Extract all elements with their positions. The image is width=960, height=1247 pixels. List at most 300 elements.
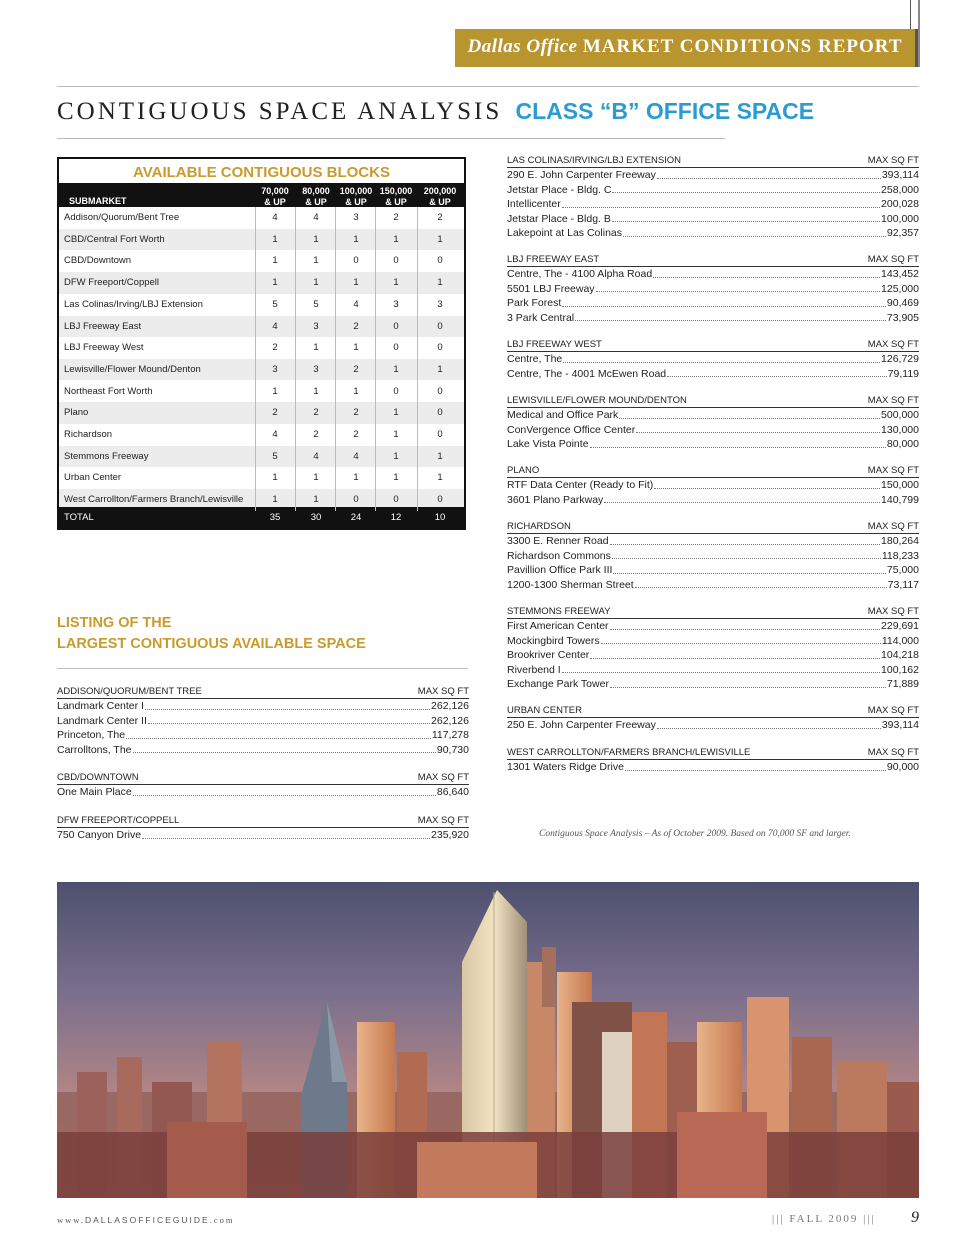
max-sqft-value: 104,218	[881, 649, 919, 661]
table-cell: 0	[437, 320, 443, 332]
max-sqft-value: 90,000	[886, 761, 919, 773]
property-name: Park Forest	[507, 297, 562, 309]
dot-leader	[133, 743, 436, 754]
section-header	[507, 254, 919, 267]
table-cell: 1	[393, 429, 399, 440]
submarket-name: Plano	[64, 407, 89, 419]
section-title: CBD/DOWNTOWN	[57, 772, 139, 783]
table-cell: 0	[437, 385, 443, 397]
max-sqft-value: 90,730	[436, 743, 469, 756]
table-cell: 5	[272, 450, 278, 462]
property-name: Lakepoint at Las Colinas	[507, 227, 622, 239]
skyline-illustration	[57, 882, 919, 1198]
property-name: 750 Canyon Drive	[57, 829, 142, 841]
table-cell: 1	[393, 363, 399, 375]
total-cell: 30	[310, 512, 322, 523]
section-title: WEST CARROLLTON/FARMERS BRANCH/LEWISVILLE	[507, 747, 751, 758]
dot-leader	[604, 493, 880, 504]
property-name: 5501 LBJ Freeway	[507, 282, 595, 295]
dot-leader	[562, 296, 886, 307]
property-name: Landmark Center I	[57, 700, 144, 712]
blocks-table-title: AVAILABLE CONTIGUOUS BLOCKS	[133, 164, 390, 181]
max-sqft-label: MAX SQ FT	[417, 686, 469, 697]
max-sqft-value: 140,799	[881, 493, 919, 506]
header-rule-vertical-2	[918, 0, 920, 67]
table-cell: 2	[353, 407, 359, 419]
column-header	[296, 186, 336, 208]
page-title	[57, 98, 814, 126]
dot-leader	[636, 423, 880, 434]
max-sqft-value: 86,640	[436, 786, 469, 798]
table-row	[59, 207, 464, 229]
dot-leader	[625, 760, 886, 771]
max-sqft-value: 200,028	[881, 198, 919, 210]
dot-leader	[145, 699, 430, 710]
table-cell: 1	[353, 472, 359, 484]
dot-leader	[610, 619, 881, 630]
header-rule-vertical	[910, 0, 911, 29]
table-cell: 0	[393, 255, 399, 267]
table-cell: 3	[313, 320, 319, 332]
table-cell: 0	[437, 407, 443, 419]
list-item	[57, 699, 469, 714]
table-row	[59, 446, 464, 468]
list-item	[507, 367, 919, 382]
listing-section	[507, 705, 919, 733]
listing-section	[57, 772, 469, 800]
list-item	[507, 677, 919, 692]
list-item	[507, 663, 919, 678]
max-sqft-value: 262,126	[431, 700, 469, 712]
table-cell: 0	[437, 494, 443, 506]
listing-section	[507, 395, 919, 452]
max-sqft-label: MAX SQ FT	[867, 747, 919, 758]
table-cell: 1	[437, 233, 443, 245]
table-cell: 4	[272, 320, 278, 332]
column-header-top: 200,000	[423, 186, 457, 196]
table-cell: 1	[313, 255, 319, 267]
table-cell: 5	[272, 298, 278, 310]
column-divider	[375, 207, 376, 511]
property-name: Princeton, The	[57, 729, 126, 741]
list-item	[507, 718, 919, 733]
table-cell: 1	[353, 233, 359, 245]
list-item	[57, 743, 469, 758]
max-sqft-value: 500,000	[881, 409, 919, 421]
max-sqft-value: 150,000	[881, 479, 919, 491]
column-header-bottom: & UP	[264, 197, 286, 207]
listing-section	[507, 339, 919, 381]
table-cell: 3	[437, 298, 443, 310]
table-row	[59, 402, 464, 424]
column-header	[376, 186, 416, 208]
max-sqft-value: 80,000	[886, 438, 919, 450]
dot-leader	[612, 212, 880, 223]
max-sqft-label: MAX SQ FT	[867, 465, 919, 476]
max-sqft-value: 143,452	[881, 268, 919, 280]
blocks-total-row	[59, 507, 464, 528]
property-name: One Main Place	[57, 786, 132, 798]
dot-leader	[657, 718, 881, 729]
dot-leader	[590, 437, 886, 448]
submarket-name: DFW Freeport/Coppell	[64, 277, 160, 289]
list-item	[507, 197, 919, 212]
property-name: Centre, The - 4001 McEwen Road	[507, 367, 667, 380]
table-cell: 1	[272, 233, 278, 245]
table-cell: 2	[353, 429, 359, 440]
table-cell: 2	[437, 212, 443, 223]
property-name: 1200-1300 Sherman Street	[507, 578, 634, 591]
footer-site-suffix: .com	[209, 1215, 235, 1225]
property-name: Richardson Commons	[507, 549, 611, 562]
dot-leader	[601, 634, 881, 645]
table-row	[59, 359, 464, 381]
banner-caption: MARKET CONDITIONS REPORT	[582, 36, 903, 57]
table-cell: 4	[313, 450, 319, 462]
property-name: 3601 Plano Parkway	[507, 493, 604, 506]
table-row	[59, 381, 464, 403]
property-name: ConVergence Office Center	[507, 423, 636, 436]
dot-leader	[653, 267, 880, 278]
listing-heading-line2: LARGEST CONTIGUOUS AVAILABLE SPACE	[57, 636, 366, 652]
table-cell: 1	[353, 385, 359, 397]
section-title: PLANO	[507, 465, 540, 476]
max-sqft-value: 130,000	[881, 423, 919, 436]
dot-leader	[619, 408, 880, 419]
table-cell: 5	[313, 298, 319, 310]
table-cell: 1	[313, 385, 319, 397]
table-cell: 1	[272, 385, 278, 397]
table-cell: 4	[272, 429, 278, 440]
column-header	[336, 186, 376, 208]
list-item	[507, 563, 919, 578]
table-cell: 0	[353, 494, 359, 506]
table-cell: 1	[272, 255, 278, 267]
max-sqft-label: MAX SQ FT	[417, 772, 469, 783]
table-cell: 0	[393, 385, 399, 397]
table-cell: 3	[353, 212, 359, 223]
table-cell: 1	[437, 450, 443, 462]
listing-section	[507, 606, 919, 692]
section-header	[507, 465, 919, 478]
property-name: Landmark Center II	[57, 714, 147, 727]
column-header-top: 80,000	[302, 186, 330, 196]
total-cell: 12	[390, 512, 402, 523]
column-header-bottom: & UP	[385, 197, 407, 207]
list-item	[507, 168, 919, 183]
listing-section	[57, 815, 469, 843]
table-cell: 1	[353, 342, 359, 354]
property-name: RTF Data Center (Ready to Fit)	[507, 479, 654, 491]
table-cell: 3	[393, 298, 399, 310]
dot-leader	[126, 728, 431, 739]
table-cell: 3	[313, 363, 319, 375]
column-header-bottom: & UP	[345, 197, 367, 207]
property-name: Exchange Park Tower	[507, 678, 609, 690]
footer-site-prefix: www.	[57, 1215, 85, 1225]
section-title: LBJ FREEWAY WEST	[507, 339, 602, 350]
max-sqft-label: MAX SQ FT	[867, 705, 919, 716]
page-number: 9	[911, 1209, 919, 1226]
max-sqft-value: 125,000	[881, 282, 919, 295]
section-title: STEMMONS FREEWAY	[507, 606, 611, 617]
table-row	[59, 250, 464, 272]
submarket-name: Richardson	[64, 429, 113, 440]
footer-website	[57, 1215, 234, 1225]
property-name: Jetstar Place - Bldg. C	[507, 183, 612, 196]
dot-leader	[657, 168, 881, 179]
list-item	[507, 408, 919, 423]
column-header	[255, 186, 295, 208]
banner-title	[455, 36, 915, 58]
submarket-name: LBJ Freeway East	[64, 320, 142, 332]
property-name: 250 E. John Carpenter Freeway	[507, 719, 656, 731]
section-header	[507, 155, 919, 168]
dot-leader	[590, 648, 880, 659]
list-item	[507, 423, 919, 438]
list-item	[507, 212, 919, 227]
submarket-name: Las Colinas/Irving/LBJ Extension	[64, 298, 203, 310]
submarket-name: Addison/Quorum/Bent Tree	[64, 212, 180, 223]
page-title-sub: CLASS “B” OFFICE SPACE	[515, 98, 815, 124]
dot-leader	[562, 197, 880, 208]
total-cell: 24	[350, 512, 362, 523]
dot-leader	[596, 282, 880, 293]
property-name: 3300 E. Renner Road	[507, 535, 609, 547]
table-cell: 0	[437, 429, 443, 440]
dallas-skyline-photo	[57, 882, 919, 1198]
table-cell: 1	[313, 472, 319, 484]
section-header	[57, 815, 469, 828]
listing-section	[507, 155, 919, 241]
column-header-bottom: & UP	[305, 197, 327, 207]
section-title: RICHARDSON	[507, 521, 571, 532]
property-name: First American Center	[507, 620, 609, 632]
max-sqft-value: 100,162	[881, 663, 919, 676]
submarket-name: Urban Center	[64, 472, 122, 484]
dot-leader	[148, 714, 430, 725]
max-sqft-value: 229,691	[881, 620, 919, 632]
max-sqft-value: 235,920	[431, 829, 469, 841]
section-header	[507, 747, 919, 760]
table-cell: 1	[437, 277, 443, 289]
section-header	[507, 705, 919, 718]
column-header-top: 70,000	[261, 186, 289, 196]
dot-leader	[612, 183, 880, 194]
list-item	[507, 648, 919, 663]
column-divider	[417, 207, 418, 511]
max-sqft-label: MAX SQ FT	[867, 339, 919, 350]
list-item	[507, 296, 919, 311]
section-title: URBAN CENTER	[507, 705, 582, 716]
max-sqft-label: MAX SQ FT	[867, 155, 919, 166]
list-item	[57, 714, 469, 729]
list-item	[57, 785, 469, 800]
max-sqft-label: MAX SQ FT	[867, 395, 919, 406]
section-header	[507, 395, 919, 408]
table-row	[59, 229, 464, 251]
table-cell: 1	[437, 472, 443, 484]
table-cell: 1	[393, 233, 399, 245]
max-sqft-value: 100,000	[881, 212, 919, 225]
max-sqft-value: 393,114	[881, 169, 919, 181]
table-cell: 1	[272, 472, 278, 484]
max-sqft-value: 117,278	[431, 729, 469, 741]
header-divider	[57, 86, 919, 87]
property-name: 1301 Waters Ridge Drive	[507, 761, 624, 773]
list-item	[507, 578, 919, 593]
dot-leader	[610, 677, 886, 688]
table-cell: 1	[393, 450, 399, 462]
table-cell: 4	[353, 450, 359, 462]
max-sqft-value: 75,000	[886, 564, 919, 576]
dot-leader	[654, 478, 880, 489]
total-cell: 35	[269, 512, 281, 523]
max-sqft-value: 393,114	[881, 719, 919, 731]
section-header	[57, 772, 469, 785]
property-name: Pavillion Office Park III	[507, 564, 613, 576]
max-sqft-value: 71,889	[886, 678, 919, 690]
list-item	[507, 282, 919, 297]
max-sqft-value: 90,469	[886, 297, 919, 309]
list-item	[507, 534, 919, 549]
table-cell: 4	[313, 212, 319, 223]
submarket-name: Northeast Fort Worth	[64, 385, 153, 397]
max-sqft-label: MAX SQ FT	[867, 521, 919, 532]
table-cell: 0	[437, 255, 443, 267]
table-cell: 2	[393, 212, 399, 223]
max-sqft-value: 73,117	[887, 578, 919, 591]
header-banner	[455, 29, 918, 67]
table-cell: 4	[353, 298, 359, 310]
max-sqft-value: 258,000	[881, 183, 919, 196]
dot-leader	[612, 549, 881, 560]
section-title: LEWISVILLE/FLOWER MOUND/DENTON	[507, 395, 687, 406]
blocks-table-header	[59, 183, 464, 207]
table-cell: 2	[272, 407, 278, 419]
total-label: TOTAL	[64, 512, 94, 523]
list-item	[507, 437, 919, 452]
table-cell: 0	[393, 320, 399, 332]
table-cell: 2	[313, 407, 319, 419]
property-name: Intellicenter	[507, 198, 561, 210]
dot-leader	[562, 663, 880, 674]
max-sqft-label: MAX SQ FT	[867, 254, 919, 265]
property-name: Medical and Office Park	[507, 409, 619, 421]
property-name: Brookriver Center	[507, 649, 590, 661]
max-sqft-value: 114,000	[881, 634, 919, 647]
max-sqft-value: 79,119	[887, 367, 919, 380]
table-row	[59, 316, 464, 338]
property-name: Riverbend I	[507, 663, 561, 676]
section-header	[507, 606, 919, 619]
submarket-name: Lewisville/Flower Mound/Denton	[64, 363, 201, 375]
property-name: Centre, The	[507, 353, 563, 365]
column-header-top: 100,000	[339, 186, 373, 196]
section-title: LBJ FREEWAY EAST	[507, 254, 600, 265]
footer-site-main: DALLASOFFICEGUIDE	[85, 1215, 210, 1225]
dot-leader	[613, 563, 885, 574]
table-row	[59, 294, 464, 316]
section-title: DFW FREEPORT/COPPELL	[57, 815, 180, 826]
submarket-name: LBJ Freeway West	[64, 342, 144, 354]
max-sqft-value: 180,264	[881, 535, 919, 547]
table-cell: 2	[272, 342, 278, 354]
table-row	[59, 272, 464, 294]
table-cell: 0	[353, 255, 359, 267]
section-title: LAS COLINAS/IRVING/LBJ EXTENSION	[507, 155, 682, 166]
listing-section	[507, 465, 919, 507]
list-item	[507, 183, 919, 198]
list-item	[507, 478, 919, 493]
listing-heading-line1: LISTING OF THE	[57, 615, 172, 631]
column-divider	[255, 207, 256, 511]
listing-section	[507, 747, 919, 775]
table-cell: 1	[393, 277, 399, 289]
table-cell: 0	[437, 342, 443, 354]
table-cell: 1	[313, 277, 319, 289]
list-item	[507, 226, 919, 241]
total-cell: 10	[434, 512, 446, 523]
dot-leader	[623, 226, 886, 237]
dot-leader	[635, 578, 887, 589]
property-name: Mockingbird Towers	[507, 634, 600, 647]
property-name: Centre, The - 4100 Alpha Road	[507, 268, 653, 280]
listing-heading	[57, 613, 366, 655]
footer-issue: ||| FALL 2009 |||	[772, 1213, 876, 1225]
submarket-name: Stemmons Freeway	[64, 450, 149, 462]
table-cell: 1	[393, 407, 399, 419]
max-sqft-label: MAX SQ FT	[867, 606, 919, 617]
max-sqft-value: 92,357	[886, 227, 919, 239]
table-cell: 3	[272, 363, 278, 375]
column-divider	[335, 207, 336, 511]
table-row	[59, 424, 464, 446]
table-cell: 4	[272, 212, 278, 223]
list-item	[507, 352, 919, 367]
section-header	[57, 686, 469, 699]
list-item	[57, 828, 469, 843]
table-cell: 2	[313, 429, 319, 440]
dot-leader	[667, 367, 887, 378]
table-cell: 1	[353, 277, 359, 289]
table-cell: 1	[313, 494, 319, 506]
section-title: ADDISON/QUORUM/BENT TREE	[57, 686, 202, 697]
max-sqft-value: 126,729	[881, 353, 919, 365]
table-cell: 1	[313, 342, 319, 354]
list-item	[507, 493, 919, 508]
max-sqft-value: 262,126	[431, 714, 469, 727]
table-cell: 2	[353, 363, 359, 375]
dot-leader	[575, 311, 886, 322]
list-item	[507, 619, 919, 634]
property-name: Lake Vista Pointe	[507, 438, 589, 450]
table-cell: 1	[437, 363, 443, 375]
submarket-name: West Carrollton/Farmers Branch/Lewisville	[64, 494, 244, 506]
submarket-name: CBD/Downtown	[64, 255, 132, 267]
listing-divider	[57, 668, 468, 669]
table-cell: 0	[393, 494, 399, 506]
table-row	[59, 337, 464, 359]
section-header	[507, 339, 919, 352]
table-cell: 1	[313, 233, 319, 245]
list-item	[57, 728, 469, 743]
table-row	[59, 467, 464, 489]
list-item	[507, 760, 919, 775]
table-cell: 2	[353, 320, 359, 332]
footnote: Contiguous Space Analysis – As of October 2009. Based on 70,000 SF and larger.	[539, 829, 851, 839]
listing-section	[507, 254, 919, 325]
